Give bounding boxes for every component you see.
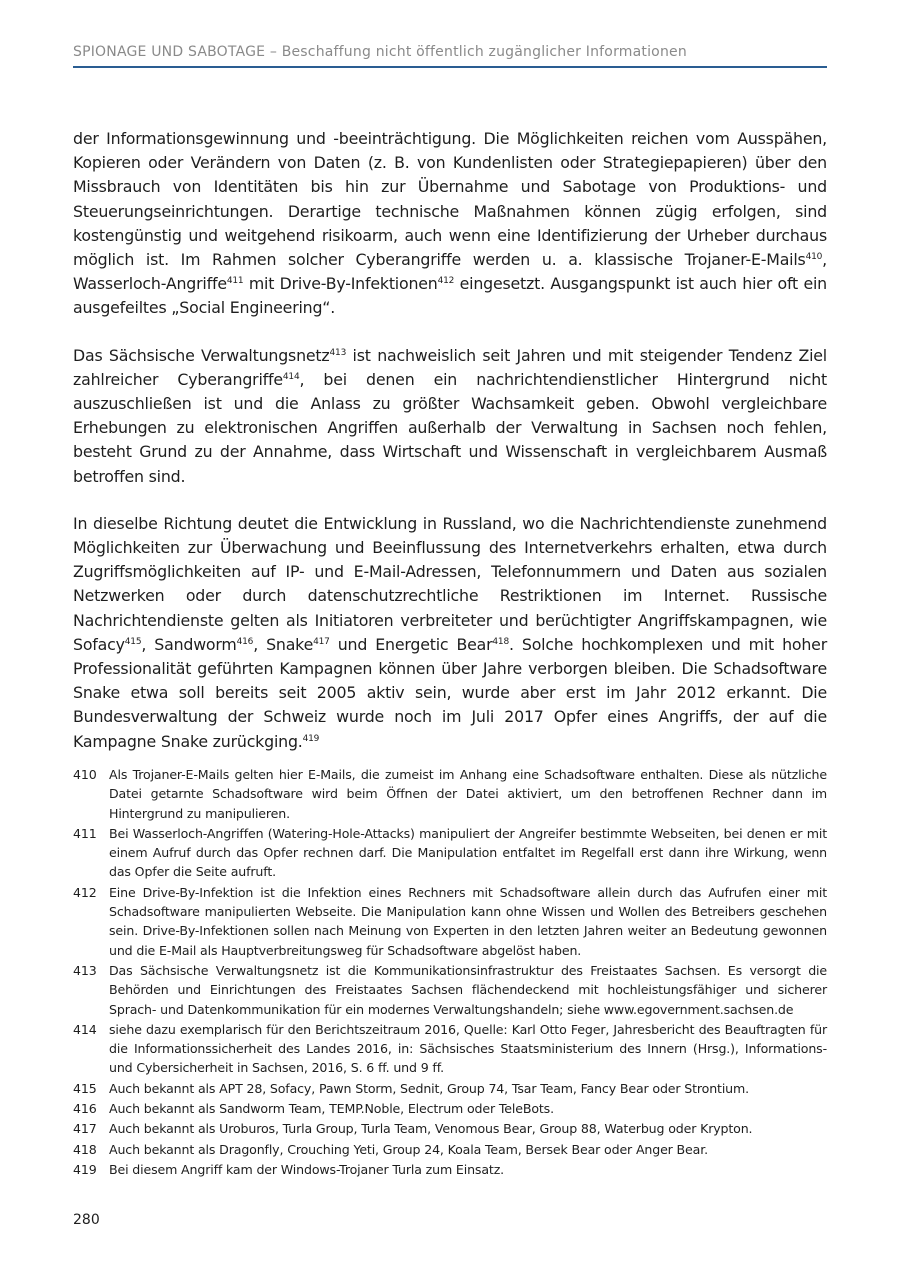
footnote-number: 417 [73,1121,97,1137]
paragraph-text: der Informationsgewinnung und -beeinträchtigung. Die Möglichkeiten reichen vom Ausspähen, Kopieren oder Verändern von Daten (z. B. von Kundenlisten oder Strategiepapieren) über den Missbrauch von Identitäten bis hin zur Übernahme und Sabotage von Produktions- und Steuerungseinrichtungen. Derartige technische Maßnahmen können zügig erfolgen, sind kostengünstig und weitgehend risikoarm, auch wenn eine Identifizierung der Urheber durchaus möglich ist. Im Rahmen solcher Cyberangriffe werden u. a. klassische Trojaner-E-Mails [73,129,827,270]
body-paragraph [73,127,827,321]
footnote-text: Als Trojaner-E-Mails gelten hier E-Mails, die zumeist im Anhang eine Schadsoftware enthalten. Diese als nützliche Datei getarnte Schadsoftware wird beim Öffnen der Datei aktiviert, um den betroffenen Rechner dann im Hintergrund zu manipulieren. [109,767,827,821]
paragraph-text: , Snake [253,634,314,654]
footnote-item [73,961,827,1019]
paragraph-text: , bei denen ein nachrichtendienstlicher Hintergrund nicht auszuschließen ist und die Anlass zu größter Wachsamkeit geben. Obwohl vergleichbare Erhebungen zu elektronischen Angriffen außerhalb der Verwaltung in Sachsen noch fehlen, besteht Grund zu der Annahme, dass Wirtschaft und Wissenschaft in vergleichbarem Ausmaß betroffen sind. [73,369,827,486]
footnote-reference[interactable]: 414 [282,371,300,382]
footnote-text: Bei Wasserloch-Angriffen (Watering-Hole-Attacks) manipuliert der Angreifer bestimmte Webseiten, bei denen er mit einem Aufruf durch das Opfer rechnen darf. Die Manipulation entfaltet im Regelfall erst dann ihre Wirkung, wenn das Opfer die Seite aufruft. [109,825,827,880]
footnote-item [73,1160,827,1179]
footnote-text: Auch bekannt als Uroburos, Turla Group, Turla Team, Venomous Bear, Group 88, Waterbug oder Krypton. [109,1121,753,1137]
footnote-item [73,824,827,882]
paragraph-text: , Sandworm [141,634,237,654]
footnote-reference[interactable]: 418 [492,636,509,647]
running-header [73,44,827,68]
paragraph-text: mit Drive-By-Infektionen [243,274,438,294]
footnote-number: 410 [73,767,97,782]
footnote-item [73,1119,827,1138]
footnote-reference[interactable]: 419 [302,733,320,744]
footnotes-section [73,765,827,1180]
paragraph-text: ist nachweislich seit Jahren und mit steigender Tendenz Ziel zahlreicher Cyberangriffe [73,345,827,389]
paragraph-text: eingesetzt. Ausgangspunkt ist auch hier oft ein ausgefeiltes „Social Engineering“. [73,274,827,318]
page-number: 280 [73,1212,100,1228]
main-body-text [73,127,827,777]
footnote-number: 412 [73,884,97,900]
footnote-item [73,1099,827,1118]
paragraph-text: , Wasserloch-Angriffe [73,250,827,294]
footnote-text: Auch bekannt als Sandworm Team, TEMP.Noble, Electrum oder TeleBots. [109,1101,554,1117]
body-paragraph [73,344,827,489]
footnote-number: 411 [73,825,97,841]
footnote-reference[interactable]: 413 [329,347,347,358]
header-section-title: SPIONAGE UND SABOTAGE [73,44,266,60]
paragraph-text: Das Sächsische Verwaltungsnetz [73,345,330,365]
footnote-reference[interactable]: 416 [236,636,254,647]
footnote-reference[interactable]: 415 [124,636,142,647]
footnote-number: 416 [73,1101,97,1117]
footnote-text: Eine Drive-By-Infektion ist die Infektion eines Rechners mit Schadsoftware allein durch das Aufrufen einer mit Schadsoftware manipulierten Webseite. Die Manipulation kann ohne Wissen und Wollen des Betreibers geschehen sein. Drive-By-Infektionen sollen nach Meinung von Experten in den letzten Jahren weiter an Bedeutung gewonnen und die E-Mail als Hauptverbreitungsweg für Schadsoftware abgelöst haben. [109,884,827,958]
footnote-number: 419 [73,1161,97,1177]
header-separator: – [265,44,282,60]
footnote-item [73,765,827,823]
footnote-item [73,1020,827,1078]
footnote-text: siehe dazu exemplarisch für den Berichtszeitraum 2016, Quelle: Karl Otto Feger, Jahresbericht des Beauftragten für die Informationssicherheit des Landes 2016, in: Sächsisches Staatsministerium des Innern (Hrsg.), Informations- und Cybersicherheit in Sachsen, 2016, S. 6 ff. und 9 ff. [109,1021,827,1076]
footnote-number: 415 [73,1080,97,1096]
paragraph-text: In dieselbe Richtung deutet die Entwicklung in Russland, wo die Nachrichtendienste zunehmend Möglichkeiten zur Überwachung und Beeinflussung des Internetverkehrs erhalten, etwa durch Zugriffsmöglichkeiten auf IP- und E-Mail-Adressen, Telefonnummern und Daten aus sozialen Netzwerken oder durch datenschutzrechtliche Restriktionen im Internet. Russische Nachrichtendienste gelten als Initiatoren verbreiteter und berüchtigter Angriffskampagnen, wie Sofacy [73,513,827,654]
body-paragraph [73,512,827,754]
paragraph-text: und Energetic Bear [329,634,493,654]
footnote-text: Auch bekannt als APT 28, Sofacy, Pawn Storm, Sednit, Group 74, Tsar Team, Fancy Bear oder Strontium. [109,1080,749,1096]
footnote-text: Das Sächsische Verwaltungsnetz ist die Kommunikationsinfrastruktur des Freistaates Sachsen. Es versorgt die Behörden und Einrichtungen des Freistaates Sachsen flächendeckend mit hochleistungsfähiger und sicherer Sprach- und Datenkommunikation für ein modernes Verwaltungshandeln; siehe www.egovernment.sachsen.de [109,962,827,1017]
footnote-number: 413 [73,962,97,978]
footnote-number: 414 [73,1021,97,1037]
footnote-reference[interactable]: 411 [226,276,244,287]
footnote-text: Auch bekannt als Dragonfly, Crouching Yeti, Group 24, Koala Team, Bersek Bear oder Anger Bear. [109,1141,708,1157]
footnote-item [73,1079,827,1098]
footnote-number: 418 [73,1141,97,1157]
footnote-item [73,1140,827,1159]
footnote-item [73,883,827,960]
footnote-text: Bei diesem Angriff kam der Windows-Trojaner Turla zum Einsatz. [109,1161,505,1177]
paragraph-text: . Solche hochkomplexen und mit hoher Professionalität geführten Kampagnen können über Jahre verborgen bleiben. Die Schadsoftware Snake etwa soll bereits seit 2005 aktiv sein, wurde aber erst im Jahr 2012 erkannt. Die Bundesverwaltung der Schweiz wurde noch im Juli 2017 Opfer eines Angriffs, der auf die Kampagne Snake zurückging. [73,634,827,751]
header-subtitle: Beschaffung nicht öffentlich zugänglicher Informationen [281,44,687,60]
footnote-reference[interactable]: 412 [437,276,455,287]
footnote-reference[interactable]: 417 [313,636,330,647]
footnote-reference[interactable]: 410 [805,252,823,263]
